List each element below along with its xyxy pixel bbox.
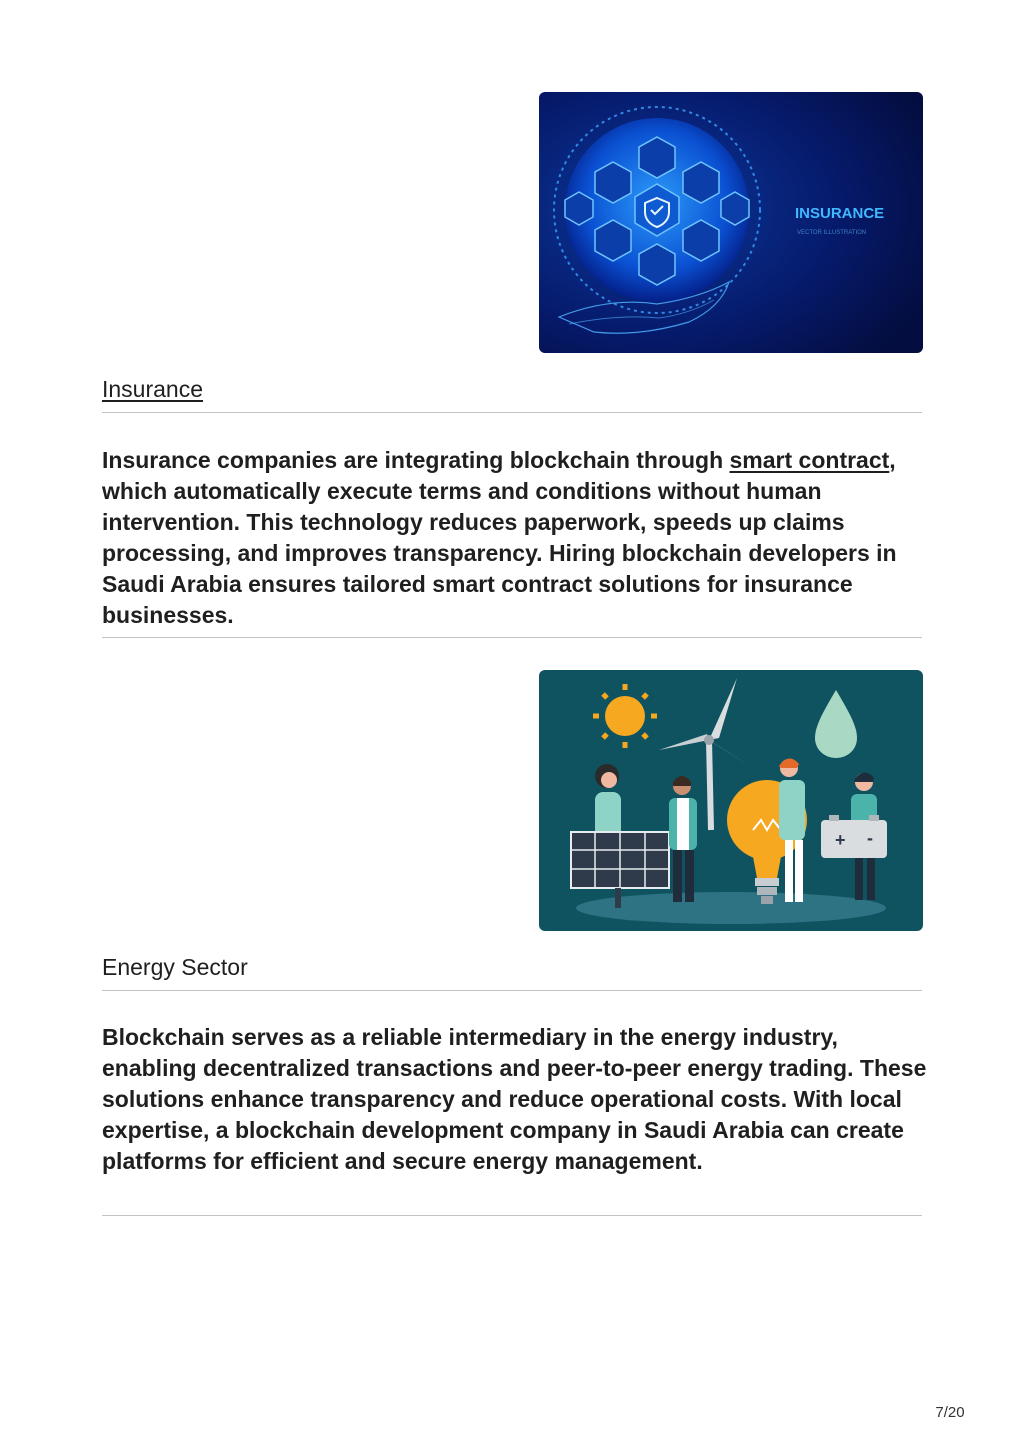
energy-image xyxy=(539,670,923,931)
battery-icon xyxy=(821,815,887,858)
insurance-caption-title: INSURANCE xyxy=(795,205,885,222)
insurance-paragraph xyxy=(102,445,932,631)
svg-text:+: + xyxy=(835,830,846,850)
divider xyxy=(102,412,922,413)
insurance-text-after: , which automatically execute terms and conditions without human intervention. This technology reduces paperwork, speeds up claims processing, and improves transparency. Hiring blockchain developers in Saudi Arabia ensures tailored smart contract solutions for insurance businesses. xyxy=(102,447,897,628)
svg-text:-: - xyxy=(867,828,873,848)
insurance-text-before: Insurance companies are integrating blockchain through xyxy=(102,447,730,473)
insurance-caption-sub: VECTOR ILLUSTRATION xyxy=(797,230,867,236)
insurance-heading: Insurance xyxy=(102,376,204,402)
divider xyxy=(102,1215,922,1216)
divider xyxy=(102,637,922,638)
divider xyxy=(102,990,922,991)
insurance-image xyxy=(539,92,923,353)
page-number: 7/20 xyxy=(935,1404,965,1421)
energy-illustration xyxy=(539,670,923,931)
smart-contract-link[interactable]: smart contract xyxy=(729,447,890,473)
energy-paragraph: Blockchain serves as a reliable intermediary in the energy industry, enabling decentralized transactions and peer-to-peer energy trading. These solutions enhance transparency and reduce operational costs. With local expertise, a blockchain development company in Saudi Arabia can create platforms for efficient and secure energy management. xyxy=(102,1024,927,1174)
insurance-illustration xyxy=(539,92,923,353)
energy-heading: Energy Sector xyxy=(102,954,248,980)
